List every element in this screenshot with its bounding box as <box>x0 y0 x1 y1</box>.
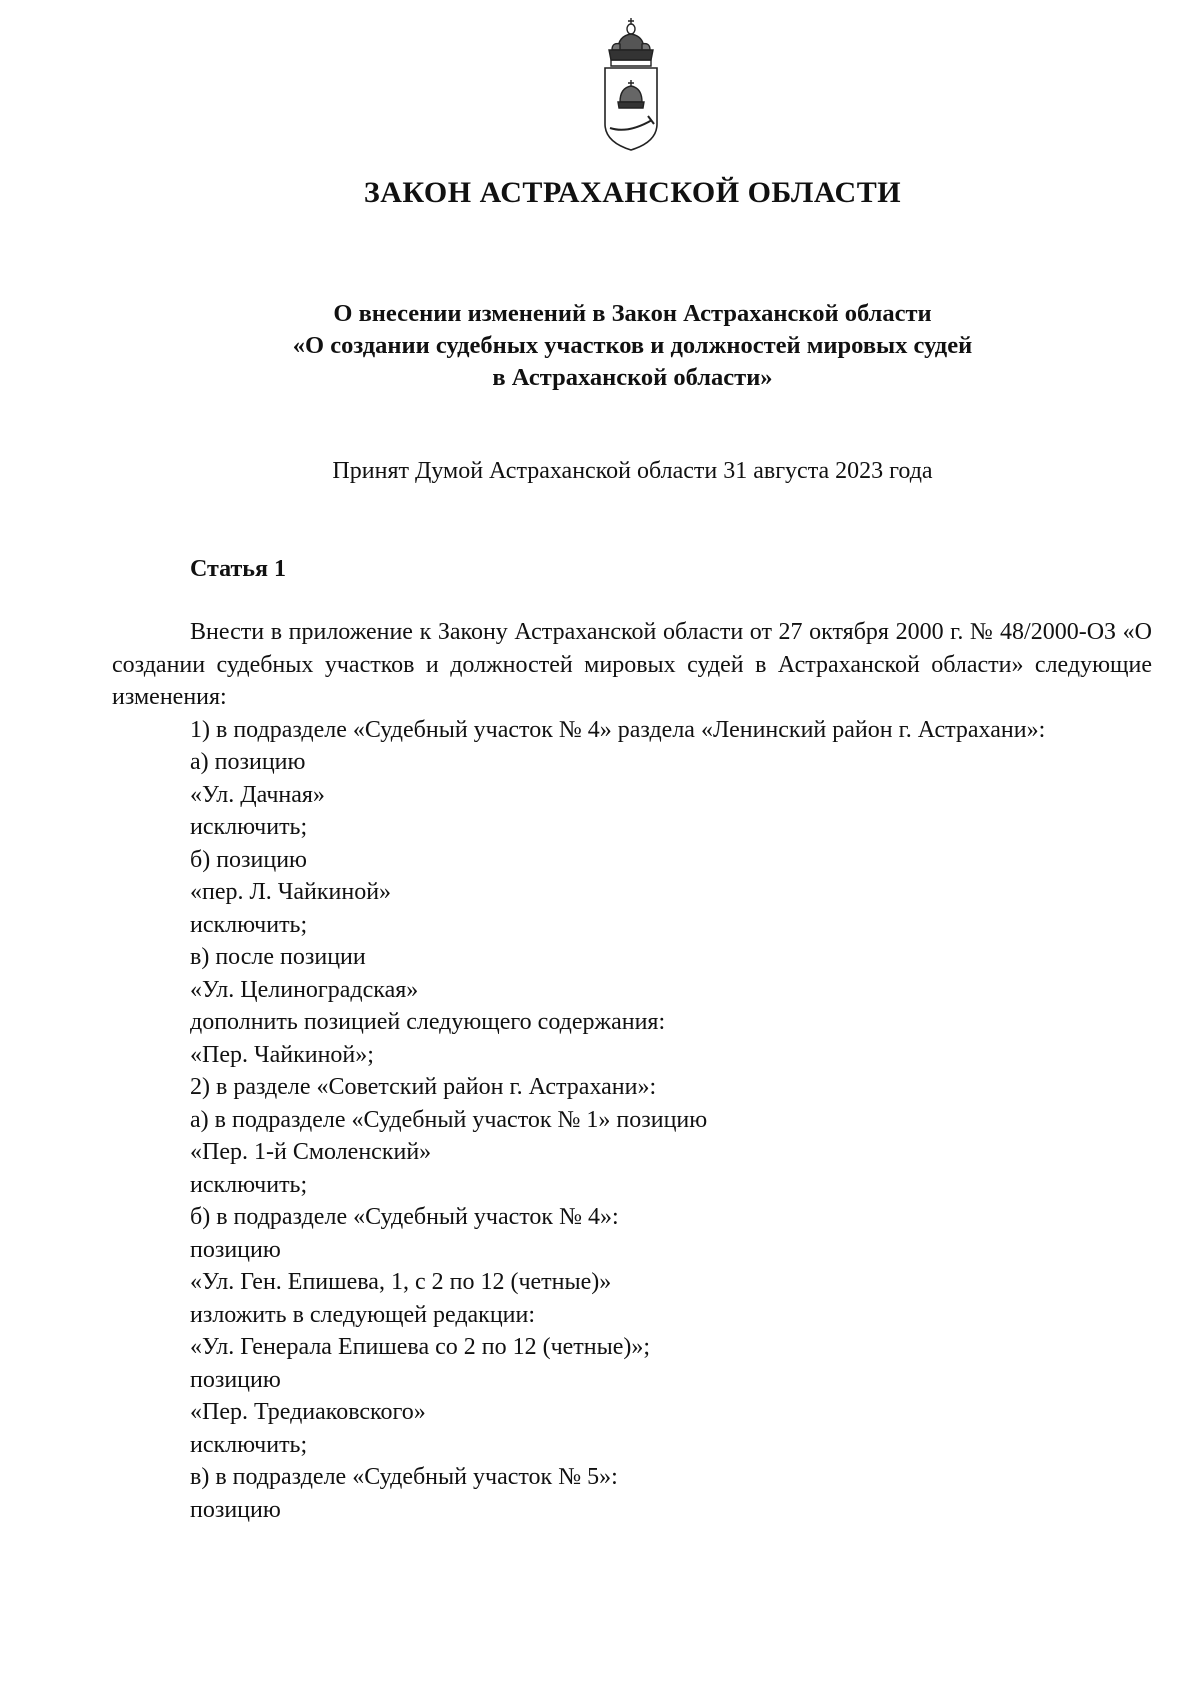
text-line: а) в подразделе «Судебный участок № 1» позицию <box>190 1106 708 1133</box>
text-line: а) позицию <box>190 749 306 775</box>
law-title: ЗАКОН АСТРАХАНСКОЙ ОБЛАСТИ <box>363 176 902 209</box>
text-line: исключить; <box>190 814 308 840</box>
text-line: «Ул. Генерала Епишева со 2 по 12 (четные)»; <box>190 1334 651 1360</box>
text-line: исключить; <box>190 1431 308 1458</box>
item-1-paragraph: 1) в подразделе «Судебный участок № 4» раздела «Ленинский район г. Астрахани»: <box>190 716 1046 743</box>
adoption-note: Принят Думой Астраханской области 31 августа 2023 года <box>332 458 933 484</box>
coat-of-arms-icon <box>596 16 666 154</box>
text-line: изложить в следующей редакции: <box>190 1301 536 1328</box>
article-heading: Статья 1 <box>190 556 286 582</box>
text-line: 2) в разделе «Советский район г. Астрахани»: <box>190 1074 657 1100</box>
text-line: позицию <box>190 1366 281 1393</box>
text-line: «Ул. Ген. Епишева, 1, с 2 по 12 (четные)» <box>190 1269 612 1295</box>
intro-paragraph: Внести в приложение к Закону Астраханской области от 27 октября 2000 г. № 48/2000-ОЗ «О создании судебных участков и должностей мировых судей в Астраханской области» следующие изменения: <box>112 619 1152 710</box>
subject-line: в Астраханской области» <box>492 364 773 391</box>
text-line: в) после позиции <box>190 944 366 970</box>
text-line: в) в подразделе «Судебный участок № 5»: <box>190 1464 618 1490</box>
article-body <box>112 616 1152 1526</box>
text-line: б) позицию <box>190 846 307 873</box>
text-line: исключить; <box>190 1171 308 1198</box>
text-line: позицию <box>190 1236 281 1263</box>
text-line: б) в подразделе «Судебный участок № 4»: <box>190 1204 619 1230</box>
subject-line: О внесении изменений в Закон Астраханской области <box>333 300 932 327</box>
text-line: «Ул. Дачная» <box>190 781 325 808</box>
text-line: дополнить позицией следующего содержания: <box>190 1009 666 1035</box>
text-line: исключить; <box>190 911 308 938</box>
text-line: «Пер. Чайкиной»; <box>190 1041 374 1068</box>
text-line: «пер. Л. Чайкиной» <box>190 879 392 905</box>
text-line: «Пер. Тредиаковского» <box>190 1399 426 1425</box>
subject-line: «О создании судебных участков и должностей мировых судей <box>292 332 973 359</box>
text-line: позицию <box>190 1496 281 1523</box>
text-line: «Ул. Целиноградская» <box>190 976 419 1003</box>
text-line: «Пер. 1-й Смоленский» <box>190 1139 432 1165</box>
law-subject <box>0 298 1200 394</box>
